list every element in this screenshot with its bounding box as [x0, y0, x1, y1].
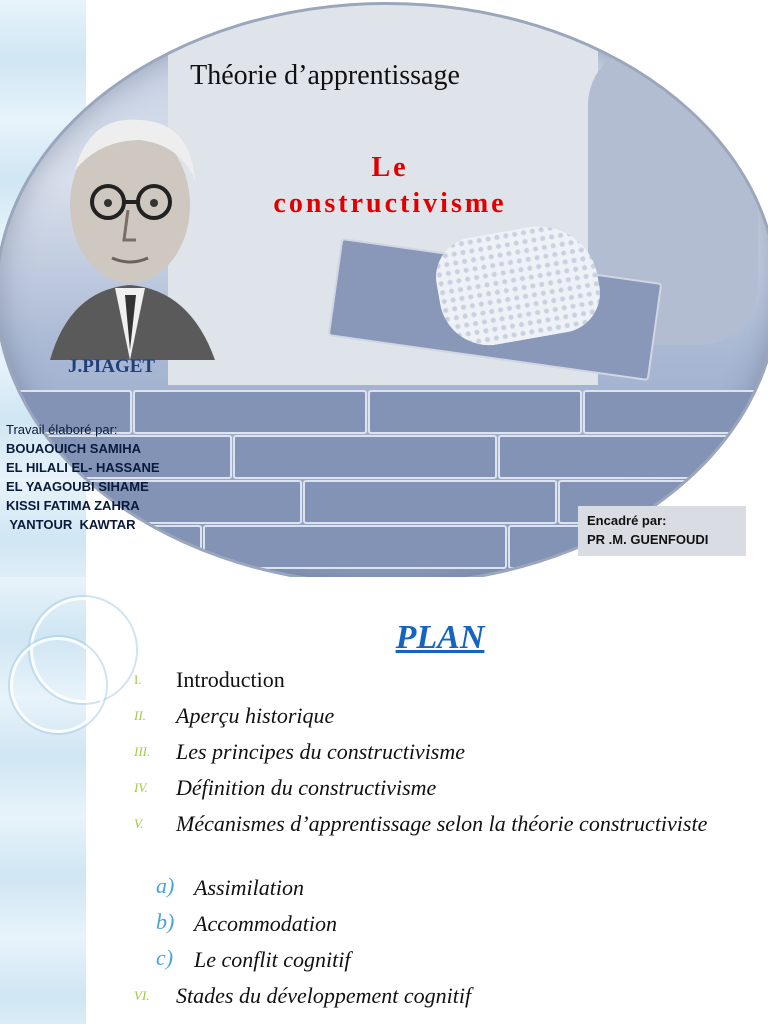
list-item — [134, 701, 754, 737]
list-item — [134, 981, 754, 1017]
list-number: I. — [134, 672, 142, 687]
list-item — [134, 909, 754, 945]
list-item — [134, 873, 754, 909]
authors-lead: Travail élaboré par: — [6, 422, 118, 437]
list-text: Définition du constructivisme — [176, 775, 437, 800]
list-number: c) — [156, 945, 174, 970]
list-item — [134, 737, 754, 773]
author-name: BOUAOUICH SAMIHA — [6, 441, 142, 456]
list-item — [134, 945, 754, 981]
list-item — [134, 809, 754, 873]
list-text: Mécanismes d’apprentissage selon la théorie constructiviste — [176, 811, 708, 836]
list-number: b) — [156, 909, 175, 934]
plan-slide — [0, 577, 768, 1024]
list-text: Le conflit cognitif — [194, 947, 351, 972]
piaget-portrait — [30, 110, 230, 370]
portrait-caption: J.PIAGET — [68, 356, 156, 377]
list-number: a) — [156, 873, 175, 898]
plan-heading: PLAN — [395, 619, 485, 656]
supervisor-name: PR .M. GUENFOUDI — [587, 532, 709, 547]
list-item — [134, 665, 754, 701]
list-number: III. — [134, 744, 151, 759]
author-name: YANTOUR KAWTAR — [6, 517, 136, 532]
plan-list — [134, 665, 754, 1017]
list-item — [134, 773, 754, 809]
list-number: VI. — [134, 988, 150, 1003]
slide-title: Théorie d’apprentissage — [190, 60, 460, 91]
list-text: Aperçu historique — [176, 703, 335, 728]
list-text: Introduction — [176, 667, 285, 692]
author-name: KISSI FATIMA ZAHRA — [6, 498, 140, 513]
list-text: Assimilation — [194, 875, 305, 900]
authors-block — [6, 420, 160, 534]
slide-subtitle — [230, 150, 550, 222]
author-name: EL HILALI EL- HASSANE — [6, 460, 160, 475]
subtitle-line-1: Le — [371, 152, 409, 183]
list-text: Stades du développement cognitif — [176, 983, 472, 1008]
list-text: Les principes du constructivisme — [176, 739, 466, 764]
supervisor-box — [578, 506, 746, 556]
list-text: Accommodation — [194, 911, 337, 936]
supervisor-label: Encadré par: — [587, 513, 667, 528]
subtitle-line-2: constructivisme — [273, 188, 507, 219]
list-number: V. — [134, 816, 144, 831]
list-number: II. — [134, 708, 146, 723]
author-name: EL YAAGOUBI SIHAME — [6, 479, 149, 494]
list-number: IV. — [134, 780, 148, 795]
